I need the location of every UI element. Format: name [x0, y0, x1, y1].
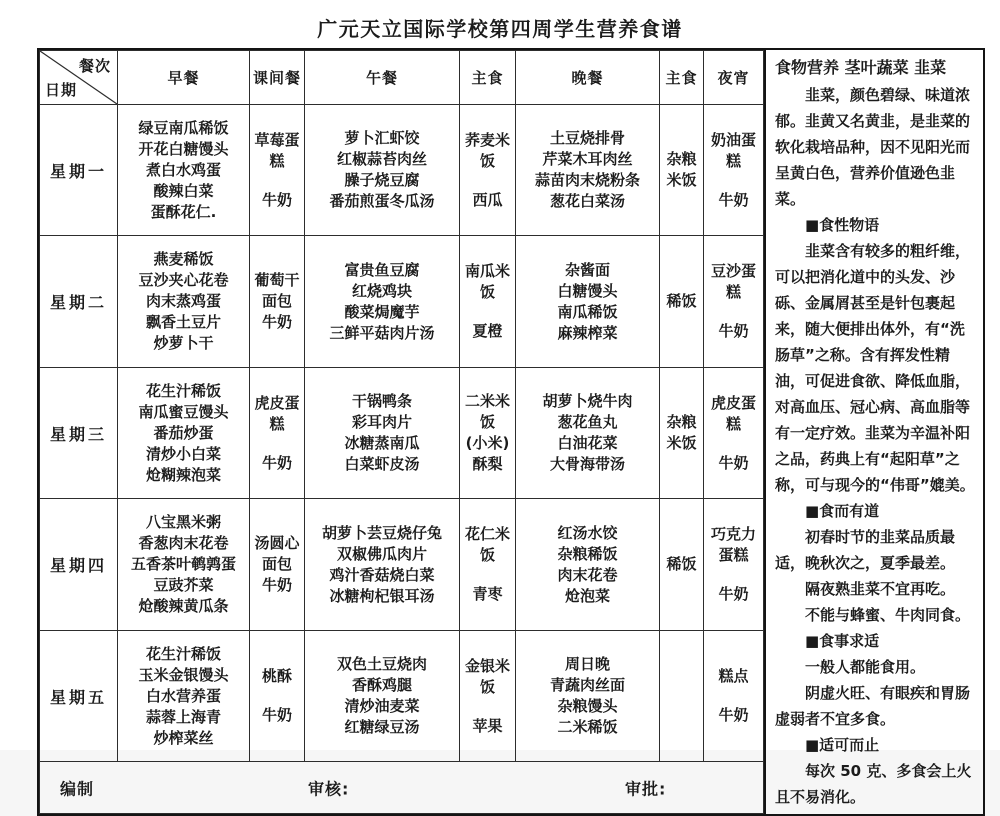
- text-line: 牛奶: [261, 313, 292, 332]
- snack-cell: [250, 499, 305, 630]
- dinner-cell: [516, 236, 660, 367]
- breakfast-cell: [118, 236, 250, 367]
- text-line: 豆豉芥菜: [153, 576, 214, 595]
- header-lunch: 午餐: [305, 51, 460, 105]
- text-line: 炝泡菜: [564, 586, 610, 605]
- header-breakfast: 早餐: [118, 51, 250, 105]
- text-line: 番茄炒蛋: [153, 423, 214, 442]
- approved-by-label: 审批:: [625, 779, 667, 799]
- text-line: 燕麦稀饭: [153, 250, 214, 269]
- nutrition-info-panel: [764, 50, 983, 814]
- night-snack-cell: [704, 105, 764, 236]
- lunch-cell: [305, 499, 460, 630]
- text-line: 韭菜，颜色碧绿、味道浓郁。韭黄又名黄韭，是韭菜的软化栽培品种，因不见阳光而呈黄白色，营养价值逊色韭菜。: [775, 86, 971, 208]
- text-line: 五香茶叶鹌鹑蛋: [130, 555, 236, 574]
- text-line: 麻辣榨菜: [557, 323, 618, 342]
- text-line: 彩耳肉片: [351, 413, 412, 432]
- text-line: 韭菜含有较多的粗纤维，可以把消化道中的头发、沙砾、金属屑甚至是针包裹起来，随大便排出体外，有“洗肠草”之称。含有挥发性精油，可促进食欲、降低血脂，对高血压、冠心病、高血脂等有一定疗效。韭菜为辛温补阳之品，药典上有“起阳草”之称，可与现今的“伟哥”媲美。: [775, 242, 975, 494]
- text-line: 牛奶: [718, 453, 749, 472]
- text-line: 南瓜稀饭: [557, 302, 618, 321]
- text-line: 臊子烧豆腐: [344, 171, 420, 190]
- table-row-monday: [40, 105, 764, 236]
- text-line: 西瓜: [472, 190, 503, 209]
- header-snack: 课间餐: [250, 51, 305, 105]
- breakfast-cell: [118, 499, 250, 630]
- text-line: 花生汁稀饭: [145, 644, 221, 663]
- text-line: 萝卜汇虾饺: [344, 129, 420, 148]
- staple-lunch-cell: [460, 105, 516, 236]
- text-line: 豆沙蛋糕: [710, 262, 756, 302]
- text-line: 葱花白菜汤: [549, 192, 625, 211]
- breakfast-cell: [118, 105, 250, 236]
- text-line: 初春时节的韭菜品质最适，晚秋次之，夏季最差。: [775, 528, 956, 572]
- reviewed-by-label: 审核:: [308, 779, 350, 799]
- text-line: 胡萝卜芸豆烧仔兔: [321, 523, 442, 542]
- text-line: 奶油蛋糕: [710, 130, 756, 170]
- text-line: 绿豆南瓜稀饭: [138, 118, 229, 137]
- text-line: 酸辣白菜: [153, 181, 214, 200]
- text-line: 炝酸辣黄瓜条: [138, 597, 229, 616]
- day-label: 星期二: [40, 236, 118, 367]
- text-line: 虎皮蛋糕: [710, 393, 756, 433]
- night-snack-cell: [704, 367, 764, 498]
- text-line: 不能与蜂蜜、牛肉同食。: [805, 606, 971, 624]
- text-line: 干锅鸭条: [351, 392, 412, 411]
- snack-cell: [250, 367, 305, 498]
- header-night-snack: 夜宵: [704, 51, 764, 105]
- text-line: 青枣: [472, 585, 503, 604]
- table-row-thursday: [40, 499, 764, 630]
- text-line: 巧克力蛋糕: [710, 525, 756, 565]
- staple-lunch-cell: [460, 236, 516, 367]
- text-line: 二米米饭: [464, 392, 510, 432]
- text-line: 杂粮米饭: [666, 150, 697, 190]
- text-line: 花仁米饭: [464, 525, 510, 565]
- text-line: 双椒佛瓜肉片: [336, 544, 427, 563]
- text-line: 白菜虾皮汤: [344, 455, 420, 474]
- text-line: 牛奶: [718, 706, 749, 725]
- text-line: 开花白糖馒头: [138, 139, 229, 158]
- text-line: 周日晚: [564, 655, 610, 674]
- text-line: 清炒小白菜: [145, 444, 221, 463]
- text-line: 红糖绿豆汤: [344, 718, 420, 737]
- corner-header-cell: [40, 51, 118, 105]
- table-row-wednesday: [40, 367, 764, 498]
- text-line: 每次 50 克、多食会上火且不易消化。: [775, 762, 972, 806]
- lunch-cell: [305, 367, 460, 498]
- text-line: 牛奶: [261, 190, 292, 209]
- text-line: 红椒蒜苔肉丝: [336, 150, 427, 169]
- staple-dinner-cell: [660, 630, 704, 761]
- corner-label-meal: 餐次: [78, 57, 111, 75]
- night-snack-cell: [704, 630, 764, 761]
- text-line: 荞麦米饭: [464, 130, 510, 170]
- nutrition-panel-body: [775, 82, 975, 810]
- text-line: ■食性物语: [805, 216, 880, 234]
- signature-cell: [40, 762, 764, 814]
- text-line: 鸡汁香菇烧白菜: [329, 565, 435, 584]
- text-line: (小米): [465, 434, 510, 453]
- text-line: 隔夜熟韭菜不宜再吃。: [805, 580, 956, 598]
- staple-dinner-cell: [660, 367, 704, 498]
- text-line: 胡萝卜烧牛肉: [542, 392, 633, 411]
- text-line: 炒榨菜丝: [153, 728, 214, 747]
- text-line: 苹果: [472, 716, 503, 735]
- content-area: [37, 48, 985, 816]
- text-line: 三鲜平菇肉片汤: [329, 323, 435, 342]
- text-line: 南瓜蜜豆馒头: [138, 402, 229, 421]
- night-snack-cell: [704, 236, 764, 367]
- table-row-friday: [40, 630, 764, 761]
- staple-lunch-cell: [460, 499, 516, 630]
- staple-lunch-cell: [460, 367, 516, 498]
- text-line: 牛奶: [261, 453, 292, 472]
- breakfast-cell: [118, 367, 250, 498]
- table-row-tuesday: [40, 236, 764, 367]
- dinner-cell: [516, 105, 660, 236]
- text-line: 牛奶: [718, 322, 749, 341]
- text-line: 杂粮馒头: [557, 697, 618, 716]
- text-line: 金银米饭: [464, 656, 510, 696]
- text-line: ■适可而止: [805, 736, 880, 754]
- text-line: ■食事求适: [805, 632, 880, 650]
- text-line: 酸菜焗魔芋: [344, 302, 420, 321]
- header-dinner: 晚餐: [516, 51, 660, 105]
- text-line: 白油花菜: [557, 434, 618, 453]
- menu-table: [39, 50, 764, 814]
- text-line: 草莓蛋糕: [254, 130, 300, 170]
- dinner-cell: [516, 499, 660, 630]
- text-line: 芹菜木耳肉丝: [542, 150, 633, 169]
- text-line: 一般人都能食用。: [805, 658, 926, 676]
- text-line: 牛奶: [718, 585, 749, 604]
- text-line: 牛奶: [261, 576, 292, 595]
- text-line: 豆沙夹心花卷: [138, 271, 229, 290]
- text-line: 冰糖蒸南瓜: [344, 434, 420, 453]
- snack-cell: [250, 236, 305, 367]
- text-line: 二米稀饭: [557, 718, 618, 737]
- staple-dinner-cell: [660, 499, 704, 630]
- nutrition-panel-title: 食物营养 茎叶蔬菜 韭菜: [775, 58, 947, 77]
- text-line: 汤圆心面包: [254, 534, 300, 574]
- dinner-cell: [516, 630, 660, 761]
- text-line: 糕点: [718, 667, 749, 686]
- text-line: 香酥鸡腿: [351, 676, 412, 695]
- text-line: 土豆烧排骨: [549, 129, 625, 148]
- lunch-cell: [305, 630, 460, 761]
- signature-row: [40, 762, 764, 814]
- day-label: 星期三: [40, 367, 118, 498]
- text-line: 稀饭: [666, 555, 697, 574]
- header-staple-dinner: 主食: [660, 51, 704, 105]
- text-line: 酥梨: [472, 455, 503, 474]
- text-line: 蒜苗肉末烧粉条: [534, 171, 640, 190]
- snack-cell: [250, 630, 305, 761]
- text-line: 炝糊辣泡菜: [145, 465, 221, 484]
- text-line: 虎皮蛋糕: [254, 393, 300, 433]
- text-line: 阴虚火旺、有眼疾和胃肠虚弱者不宜多食。: [775, 684, 971, 728]
- text-line: 杂酱面: [564, 260, 610, 279]
- text-line: 大骨海带汤: [549, 455, 625, 474]
- text-line: 番茄煎蛋冬瓜汤: [329, 192, 435, 211]
- lunch-cell: [305, 105, 460, 236]
- text-line: 富贵鱼豆腐: [344, 260, 420, 279]
- text-line: 葡萄干面包: [254, 271, 300, 311]
- text-line: 稀饭: [666, 292, 697, 311]
- text-line: 蛋酥花仁.: [150, 202, 217, 221]
- text-line: 冰糖枸杞银耳汤: [329, 586, 435, 605]
- breakfast-cell: [118, 630, 250, 761]
- text-line: 香葱肉末花卷: [138, 534, 229, 553]
- day-label: 星期五: [40, 630, 118, 761]
- staple-lunch-cell: [460, 630, 516, 761]
- text-line: 八宝黑米粥: [145, 513, 221, 532]
- text-line: 牛奶: [261, 706, 292, 725]
- text-line: 清炒油麦菜: [344, 697, 420, 716]
- text-line: 南瓜米饭: [464, 262, 510, 302]
- day-label: 星期一: [40, 105, 118, 236]
- text-line: ■食而有道: [805, 502, 880, 520]
- text-line: 煮白水鸡蛋: [145, 160, 221, 179]
- text-line: 蒜蓉上海青: [145, 707, 221, 726]
- text-line: 飘香土豆片: [145, 313, 221, 332]
- text-line: 葱花鱼丸: [557, 413, 618, 432]
- text-line: 桃酥: [261, 667, 292, 686]
- text-line: 玉米金银馒头: [138, 665, 229, 684]
- text-line: 双色土豆烧肉: [336, 655, 427, 674]
- header-row: [40, 51, 764, 105]
- text-line: 杂粮米饭: [666, 413, 697, 453]
- text-line: 炒萝卜干: [153, 334, 214, 353]
- dinner-cell: [516, 367, 660, 498]
- lunch-cell: [305, 236, 460, 367]
- page-title: 广元天立国际学校第四周学生营养食谱: [317, 17, 683, 41]
- text-line: 红汤水饺: [557, 523, 618, 542]
- text-line: 红烧鸡块: [351, 281, 412, 300]
- text-line: 白糖馒头: [557, 281, 618, 300]
- night-snack-cell: [704, 499, 764, 630]
- text-line: 花生汁稀饭: [145, 381, 221, 400]
- text-line: 白水营养蛋: [145, 686, 221, 705]
- staple-dinner-cell: [660, 236, 704, 367]
- text-line: 肉末蒸鸡蛋: [145, 292, 221, 311]
- compiled-by-label: 编制: [60, 779, 95, 799]
- day-label: 星期四: [40, 499, 118, 630]
- snack-cell: [250, 105, 305, 236]
- text-line: 青蔬肉丝面: [549, 676, 625, 695]
- text-line: 肉末花卷: [557, 565, 618, 584]
- text-line: 杂粮稀饭: [557, 544, 618, 563]
- text-line: 牛奶: [718, 190, 749, 209]
- header-staple-lunch: 主食: [460, 51, 516, 105]
- staple-dinner-cell: [660, 105, 704, 236]
- corner-label-date: 日期: [45, 81, 78, 99]
- text-line: 夏橙: [472, 322, 503, 341]
